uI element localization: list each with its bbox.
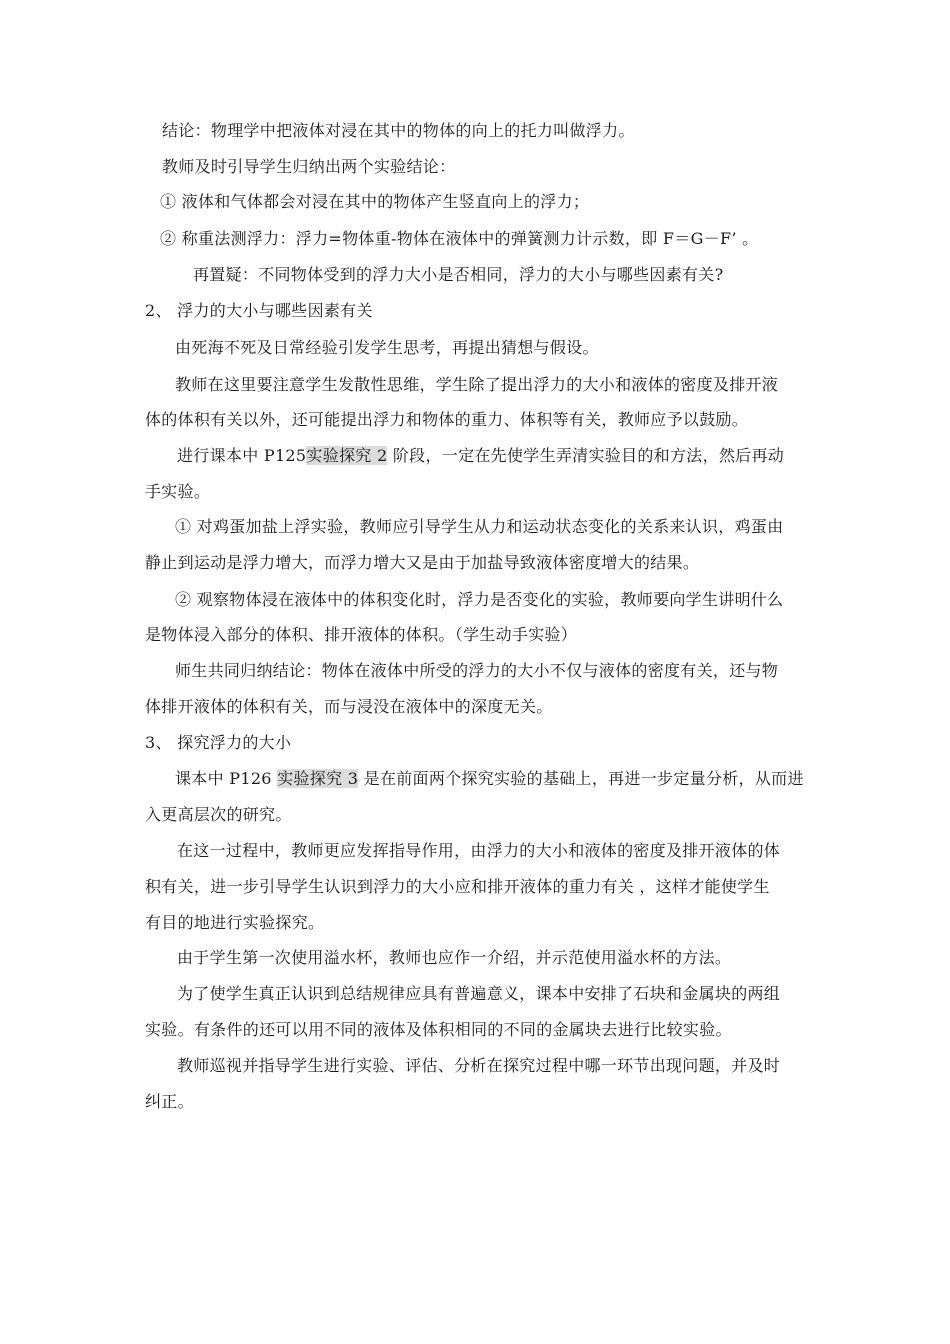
- paragraph-divergent-thinking-1: 教师在这里要注意学生发散性思维，学生除了提出浮力的大小和液体的密度及排开液: [175, 375, 779, 394]
- text-segment: 阶段，一定在先使学生弄清实验目的和方法，然后再动: [387, 446, 785, 465]
- paragraph-experiment-3-line-2: 入更高层次的研究。: [145, 805, 292, 824]
- teacher-guides-conclusions: 教师及时引导学生归纳出两个实验结论：: [162, 157, 456, 176]
- conclusion-item-2: ② 称重法测浮力：浮力=物体重-物体在液体中的弹簧测力计示数，即 F＝G－F’ 。: [160, 229, 759, 248]
- guidance-paragraph-line-2: 积有关，进一步引导学生认识到浮力的大小应和排开液体的重力有关 ，这样才能使学生: [145, 877, 770, 896]
- re-question: 再置疑：不同物体受到的浮力大小是否相同，浮力的大小与哪些因素有关?: [193, 265, 724, 284]
- guidance-paragraph-line-1: 在这一过程中，教师更应发挥指导作用，由浮力的大小和液体的密度及排开液体的体: [177, 841, 781, 860]
- egg-experiment-line-2: 静止到运动是浮力增大，而浮力增大又是由于加盐导致液体密度增大的结果。: [145, 553, 700, 572]
- volume-experiment-line-1: ② 观察物体浸在液体中的体积变化时，浮力是否变化的实验，教师要向学生讲明什么: [175, 590, 784, 609]
- egg-experiment-line-1: ① 对鸡蛋加盐上浮实验，教师应引导学生从力和运动状态变化的关系来认识，鸡蛋由: [175, 517, 784, 536]
- highlighted-experiment-2: 实验探究 2: [306, 446, 388, 465]
- conclusion-buoyancy-definition: 结论：物理学中把液体对浸在其中的物体的向上的托力叫做浮力。: [162, 121, 635, 140]
- text-segment: 进行课本中 P125: [177, 446, 307, 465]
- overflow-cup-paragraph: 由于学生第一次使用溢水杯，教师也应作一介绍，并示范使用溢水杯的方法。: [177, 948, 732, 967]
- volume-experiment-line-2: 是物体浸入部分的体积、排开液体的体积。（学生动手实验）: [145, 625, 578, 644]
- paragraph-divergent-thinking-2: 体的体积有关以外，还可能提出浮力和物体的重力、体积等有关，教师应予以鼓励。: [145, 410, 749, 429]
- paragraph-experiment-2-line-2: 手实验。: [145, 482, 211, 501]
- general-rule-paragraph-line-1: 为了使学生真正认识到总结规律应具有普遍意义，课本中安排了石块和金属块的两组: [177, 984, 781, 1003]
- general-rule-paragraph-line-2: 实验。有条件的还可以用不同的液体及体积相同的不同的金属块去进行比较实验。: [145, 1020, 732, 1039]
- section-heading-2: 2、 浮力的大小与哪些因素有关: [145, 301, 373, 320]
- text-segment: 课本中 P126: [175, 769, 278, 788]
- teacher-patrol-line-2: 纠正。: [145, 1092, 194, 1111]
- conclusion-item-1: ① 液体和气体都会对浸在其中的物体产生竖直向上的浮力；: [160, 192, 590, 211]
- paragraph-dead-sea: 由死海不死及日常经验引发学生思考，再提出猜想与假设。: [175, 338, 599, 357]
- joint-conclusion-line-2: 体排开液体的体积有关，而与浸没在液体中的深度无关。: [145, 697, 553, 716]
- section-heading-3: 3、 探究浮力的大小: [145, 733, 292, 752]
- guidance-paragraph-line-3: 有目的地进行实验探究。: [145, 913, 325, 932]
- highlighted-experiment-3: 实验探究 3: [277, 769, 359, 788]
- text-segment: 是在前面两个探究实验的基础上，再进一步定量分析，从而进: [358, 769, 804, 788]
- paragraph-experiment-3-line-1: [175, 769, 804, 789]
- paragraph-experiment-2-line-1: [177, 446, 784, 466]
- teacher-patrol-line-1: 教师巡视并指导学生进行实验、评估、分析在探究过程中哪一环节出现问题，并及时: [177, 1056, 781, 1075]
- joint-conclusion-line-1: 师生共同归纳结论：物体在液体中所受的浮力的大小不仅与液体的密度有关，还与物: [175, 661, 779, 680]
